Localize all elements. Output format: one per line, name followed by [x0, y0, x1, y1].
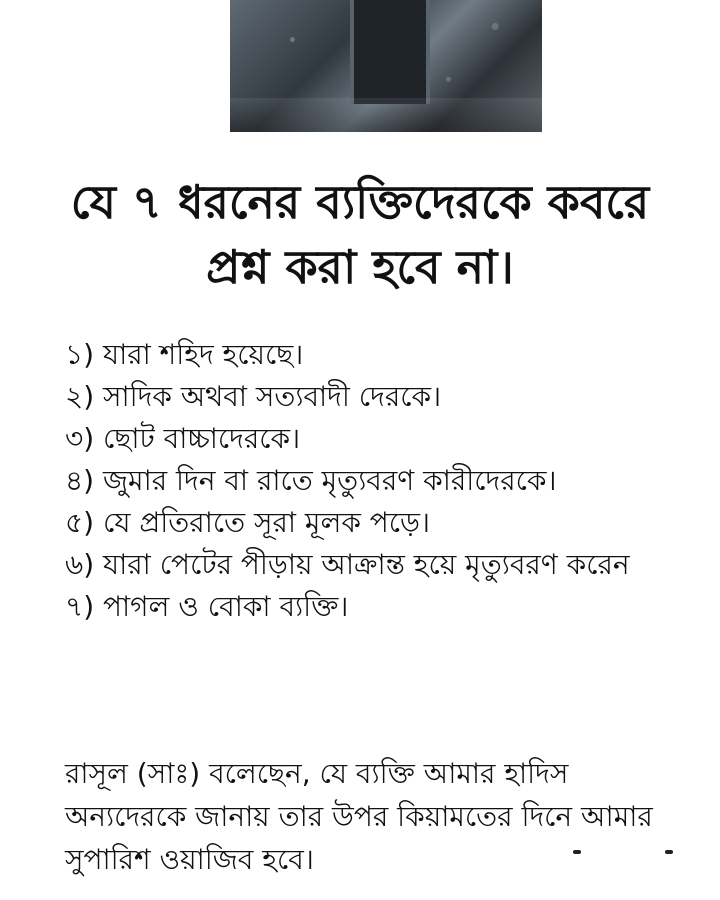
- list-item: ৭) পাগল ও বোকা ব্যক্তি।: [65, 590, 349, 623]
- page-title-line-1: যে ৭ ধরনের ব্যক্তিদেরকে কবরে: [70, 175, 650, 229]
- list-item: ৬) যারা পেটের পীড়ায় আক্রান্ত হয়ে মৃত্যুবরণ করেন: [65, 548, 630, 581]
- list-item: ১) যারা শহিদ হয়েছে।: [65, 338, 304, 371]
- page-title-line-2: প্রশ্ন করা হবে না।: [206, 240, 514, 294]
- list-item: ৫) যে প্রতিরাতে সূরা মূলক পড়ে।: [65, 506, 431, 539]
- list: [65, 334, 675, 628]
- speck: [573, 850, 581, 854]
- grave-photo: [230, 0, 542, 132]
- list-item: ৩) ছোট বাচ্চাদেরকে।: [65, 422, 301, 455]
- list-item: ২) সাদিক অথবা সত্যবাদী দেরকে।: [65, 380, 442, 413]
- grave-rubble: [230, 98, 542, 132]
- grave-opening: [350, 0, 430, 104]
- hadith-quote: রাসূল (সাঃ) বলেছেন, যে ব্যক্তি আমার হাদিস অন্যদেরকে জানায় তার উপর কিয়ামতের দিনে আমার সুপারিশ ওয়াজিব হবে।: [65, 757, 653, 876]
- list-item: ৪) জুমার দিন বা রাতে মৃত্যুবরণ কারীদেরকে।: [65, 464, 557, 497]
- speck: [665, 850, 673, 854]
